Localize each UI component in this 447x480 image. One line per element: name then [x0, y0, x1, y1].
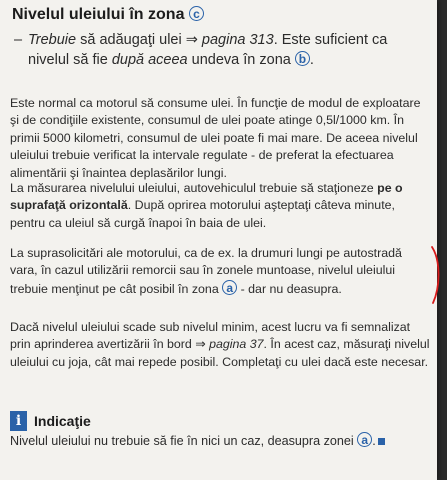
zone-c-badge: c — [189, 6, 204, 21]
paragraph-segment: Dacă nivelul uleiului scade sub nivelul minim, acest lucru va fi semnalizat prin aprinderea avertizării în bord ⇒ — [10, 320, 411, 352]
end-of-section-icon — [378, 438, 385, 445]
instruction-emphasis: după aceea — [111, 52, 188, 68]
page-reference-link[interactable]: pagina 313 — [201, 32, 274, 48]
info-icon: i — [10, 411, 27, 431]
section-title-text: Nivelul uleiului în zona — [12, 6, 185, 23]
note-text — [10, 432, 435, 450]
paragraph-segment: La suprasolicitări ale motorului, ca de ex. la drumuri lungi pe autostradă vara, în cazul utilizării remorcii sau în zonele muntoase, nivelul uleiului trebuie menţinut pe cât posibil în zona — [10, 246, 402, 296]
paragraph-segment: - dar nu deasupra. — [237, 281, 342, 296]
paragraph-oil-consumption: Este normal ca motorul să consume ulei. În funcţie de modul de exploatare şi de condiţiile existente, consumul de ulei poate atinge 0,5l/1000 km. În primii 5000 kilometri, consumul de ulei poate fi mai mare. De aceea nivelul uleiului trebuie verificat la intervale regulate - de preferat la efectuarea alimentării şi înaintea deplasărilor lungi. — [10, 96, 421, 180]
dash-bullet: – — [14, 32, 23, 48]
instruction-verb: Trebuie — [28, 32, 77, 48]
paragraph-segment: . În acest caz, măsuraţi nivelul uleiului cu joja, cât mai repede posibil. Completaţi cu ulei dacă este necesar. — [10, 337, 430, 369]
paragraph-emphasis: pe o suprafaţă orizontală — [10, 181, 403, 213]
zone-b-badge: b — [295, 51, 310, 66]
paragraph-segment: . După oprirea motorului aşteptaţi câteva minute, pentru ca uleiul să curgă înapoi în baia de ulei. — [10, 198, 395, 230]
zone-a-badge: a — [222, 280, 237, 295]
zone-a-badge: a — [357, 432, 372, 447]
paragraph-measuring — [10, 180, 432, 232]
instruction-item — [14, 30, 429, 70]
page-reference-link[interactable]: pagina 37 — [209, 337, 264, 352]
red-bracket-annotation-icon — [430, 245, 444, 305]
instruction-segment: undeva în zona — [187, 52, 295, 68]
instruction-segment: . Este suficient ca nivelul să fie — [28, 32, 388, 68]
paragraph-heavy-load — [10, 245, 432, 298]
instruction-segment: . — [309, 52, 314, 68]
instruction-text — [28, 30, 429, 70]
instruction-segment: să adăugaţi ulei ⇒ — [76, 32, 202, 48]
paragraph-segment: La măsurarea nivelului uleiului, autovehiculul trebuie să staţioneze — [10, 181, 378, 195]
note-segment: . — [372, 434, 376, 448]
section-title — [12, 6, 204, 24]
paragraph-low-oil — [10, 319, 432, 371]
note-segment: Nivelul uleiului nu trebuie să fie în nici un caz, deasupra zonei — [10, 434, 358, 448]
note-title: Indicaţie — [34, 413, 91, 429]
